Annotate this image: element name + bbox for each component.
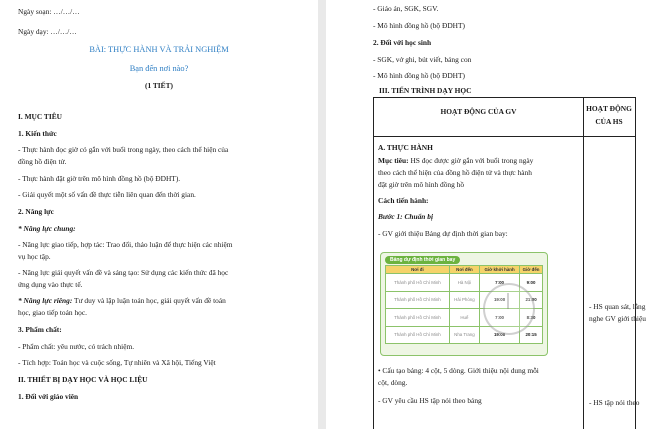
table-structure-note-cont: cột, dòng.: [378, 378, 408, 387]
schedule-cell: Thành phố Hồ Chí Minh: [386, 326, 450, 344]
schedule-cell: 7:00: [480, 309, 520, 327]
general-competence-2-cont: ứng dụng vào thực tế.: [18, 280, 83, 289]
schedule-cell: Thành phố Hồ Chí Minh: [386, 274, 450, 292]
date-taught: Ngày dạy: …/…/…: [18, 27, 77, 36]
schedule-header-arrive: Giờ đến: [520, 266, 543, 274]
schedule-cell: Thành phố Hồ Chí Minh: [386, 309, 450, 327]
objective-text-cont-2: đặt giờ trên mô hình đồng hồ: [378, 180, 465, 189]
schedule-cell: 9:00: [520, 274, 543, 292]
schedule-cell: 19:00: [480, 291, 520, 309]
procedure-heading: Cách tiến hành:: [378, 196, 429, 205]
teacher-intro-text: - GV giới thiệu Bảng dự định thời gian bay:: [378, 229, 508, 238]
lesson-duration: (1 TIẾT): [145, 81, 173, 90]
left-page: [0, 0, 318, 429]
heading-general-competence: * Năng lực chung:: [18, 224, 76, 233]
objective-label: Mục tiêu:: [378, 156, 409, 165]
knowledge-item-2: - Thực hành đặt giờ trên mô hình đồng hồ (bộ ĐDHT).: [18, 174, 181, 183]
part-a-heading: A. THỰC HÀNH: [378, 143, 433, 152]
schedule-cell: Nha Trang: [449, 326, 479, 344]
schedule-cell: 8:30: [520, 309, 543, 327]
knowledge-item-3: - Giải quyết một số vấn đề thực tiễn liên quan đến thời gian.: [18, 190, 196, 199]
specific-competence-label: * Năng lực riêng:: [18, 296, 73, 305]
objective-text: HS đọc được giờ gắn với buổi trong ngày: [408, 156, 534, 165]
teacher-request-text: - GV yêu cầu HS tập nói theo bảng: [378, 396, 482, 405]
flight-schedule-image: [380, 252, 548, 356]
specific-competence-text: Tư duy và lập luận toán học, giải quyết vấn đề toán: [72, 296, 226, 305]
teacher-material-1: - Giáo án, SGK, SGV.: [373, 4, 439, 13]
schedule-cell: Hải Phòng: [449, 291, 479, 309]
column-header-teacher: HOẠT ĐỘNG CỦA GV: [440, 107, 517, 116]
schedule-header-depart: Giờ khởi hành: [480, 266, 520, 274]
section-process: III. TIẾN TRÌNH DẠY HỌC: [379, 86, 472, 95]
quality-item-2: - Tích hợp: Toán học và cuộc sống, Tự nhiên và Xã hội, Tiếng Việt: [18, 358, 216, 367]
schedule-header-to: Nơi đến: [449, 266, 479, 274]
schedule-title: Bảng dự định thời gian bay: [385, 256, 460, 264]
teacher-material-2: - Mô hình đồng hồ (bộ ĐDHT): [373, 21, 465, 30]
general-competence-1: - Năng lực giao tiếp, hợp tác: Trao đổi, thảo luận để thực hiện các nhiệm: [18, 240, 233, 249]
schedule-cell: Huế: [449, 309, 479, 327]
objective-line: [378, 156, 533, 165]
column-header-student: HOẠT ĐỘNG: [586, 104, 632, 113]
heading-competence: 2. Năng lực: [18, 207, 54, 216]
lesson-title: BÀI: THỰC HÀNH VÀ TRẢI NGHIỆM: [89, 45, 229, 54]
specific-competence: [18, 296, 226, 305]
student-material-2: - Mô hình đồng hồ (bộ ĐDHT): [373, 71, 465, 80]
student-activity-1-cont: nghe GV giới thiệu: [589, 314, 646, 323]
section-equipment: II. THIẾT BỊ DẠY HỌC VÀ HỌC LIỆU: [18, 375, 148, 384]
clock-watermark-icon: [483, 283, 535, 335]
schedule-header-from: Nơi đi: [386, 266, 450, 274]
schedule-cell: Thành phố Hồ Chí Minh: [386, 291, 450, 309]
heading-student-materials: 2. Đối với học sinh: [373, 38, 432, 47]
step-1-heading: Bước 1: Chuẩn bị: [378, 212, 434, 221]
schedule-cell: 21:00: [520, 291, 543, 309]
schedule-cell: Hà Nội: [449, 274, 479, 292]
right-page: [326, 0, 650, 429]
column-header-student-cont: CỦA HS: [595, 117, 623, 126]
objective-text-cont: theo cách thể hiện của đồng hồ điện tử và thực hành: [378, 168, 532, 177]
heading-knowledge: 1. Kiến thức: [18, 129, 57, 138]
student-activity-2: - HS tập nói theo: [589, 398, 640, 407]
lesson-subtitle: Bạn đến nơi nào?: [129, 64, 189, 73]
quality-item-1: - Phẩm chất: yêu nước, có trách nhiệm.: [18, 342, 135, 351]
section-objectives: I. MỤC TIÊU: [18, 112, 63, 121]
student-activity-1: - HS quan sát, lắng: [589, 302, 646, 311]
schedule-cell: 19:00: [480, 326, 520, 344]
schedule-cell: 7:00: [480, 274, 520, 292]
specific-competence-cont: học, giao tiếp toán học.: [18, 308, 87, 317]
heading-qualities: 3. Phẩm chất:: [18, 325, 62, 334]
heading-teacher-materials: 1. Đối với giáo viên: [18, 392, 79, 401]
general-competence-2: - Năng lực giải quyết vấn đề và sáng tạo: Sử dụng các kiến thức đã học: [18, 268, 229, 277]
student-material-1: - SGK, vở ghi, bút viết, bảng con: [373, 55, 472, 64]
schedule-cell: 20:15: [520, 326, 543, 344]
schedule-header-row: [386, 266, 543, 274]
knowledge-item-1-cont: đồng hồ điện tử.: [18, 157, 67, 166]
date-prepared: Ngày soạn: …/…/…: [18, 7, 80, 16]
knowledge-item-1: - Thực hành đọc giờ có gắn với buổi trong ngày, theo cách thể hiện của: [18, 145, 229, 154]
general-competence-1-cont: vụ học tập.: [18, 252, 51, 261]
table-structure-note: • Cấu tạo bảng: 4 cột, 5 dòng. Giới thiệu nội dung mỗi: [378, 366, 539, 375]
